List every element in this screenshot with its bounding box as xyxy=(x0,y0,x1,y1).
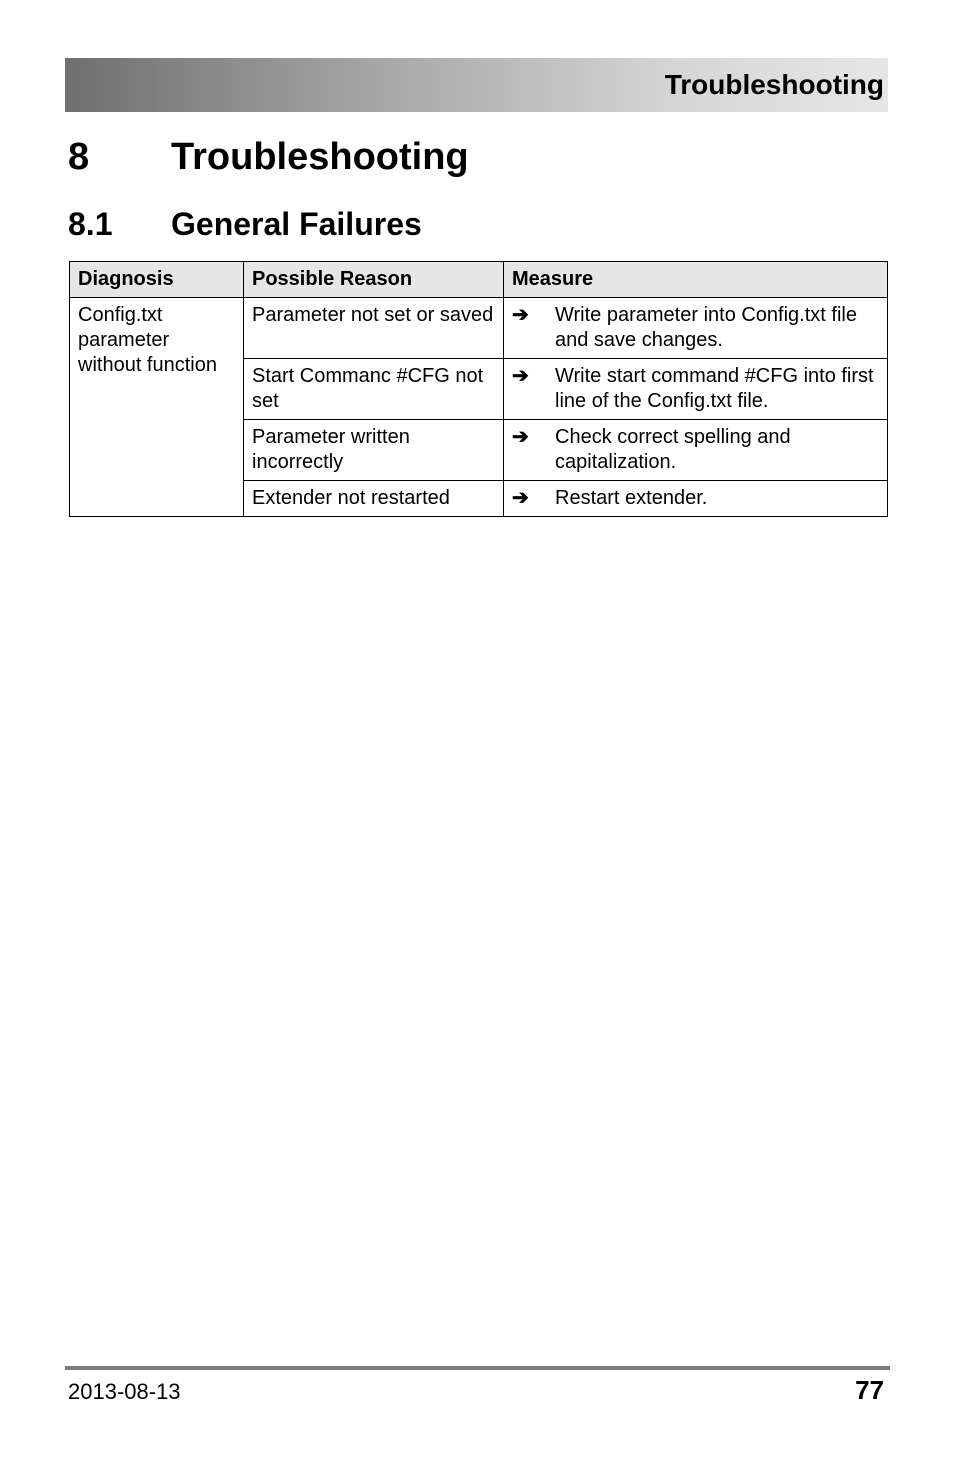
arrow-right-icon: ➔ xyxy=(512,304,529,326)
footer-divider xyxy=(65,1366,890,1370)
general-failures-table xyxy=(69,261,888,517)
measure-cell xyxy=(504,298,888,359)
header-possible-reason: Possible Reason xyxy=(244,262,504,298)
footer-date: 2013-08-13 xyxy=(68,1379,181,1404)
header-diagnosis: Diagnosis xyxy=(70,262,244,298)
arrow-right-icon: ➔ xyxy=(512,426,529,448)
reason-cell: Extender not restarted xyxy=(244,481,504,517)
table-row xyxy=(70,298,888,359)
measure-cell xyxy=(504,359,888,420)
reason-cell: Parameter not set or saved xyxy=(244,298,504,359)
diagnosis-cell: Config.txt parameter without function xyxy=(70,298,244,517)
chapter-heading xyxy=(68,136,469,179)
table-header-row xyxy=(70,262,888,298)
arrow-right-icon: ➔ xyxy=(512,487,529,509)
reason-cell: Start Commanc #CFG not set xyxy=(244,359,504,420)
page-header-bar xyxy=(65,58,888,112)
chapter-number: 8 xyxy=(68,136,90,178)
page-number: 77 xyxy=(855,1375,884,1405)
measure-text: Check correct spelling and capitalization. xyxy=(555,426,791,473)
measure-text: Write parameter into Config.txt file and save changes. xyxy=(555,304,857,351)
reason-cell: Parameter written incorrectly xyxy=(244,420,504,481)
chapter-title: Troubleshooting xyxy=(171,136,469,178)
measure-cell xyxy=(504,420,888,481)
section-heading xyxy=(68,206,422,243)
measure-cell xyxy=(504,481,888,517)
arrow-right-icon: ➔ xyxy=(512,365,529,387)
measure-text: Write start command #CFG into first line of the Config.txt file. xyxy=(555,365,874,412)
section-number: 8.1 xyxy=(68,206,113,242)
header-measure: Measure xyxy=(504,262,888,298)
header-title: Troubleshooting xyxy=(664,69,884,100)
measure-text: Restart extender. xyxy=(555,487,708,509)
section-title: General Failures xyxy=(171,206,422,242)
